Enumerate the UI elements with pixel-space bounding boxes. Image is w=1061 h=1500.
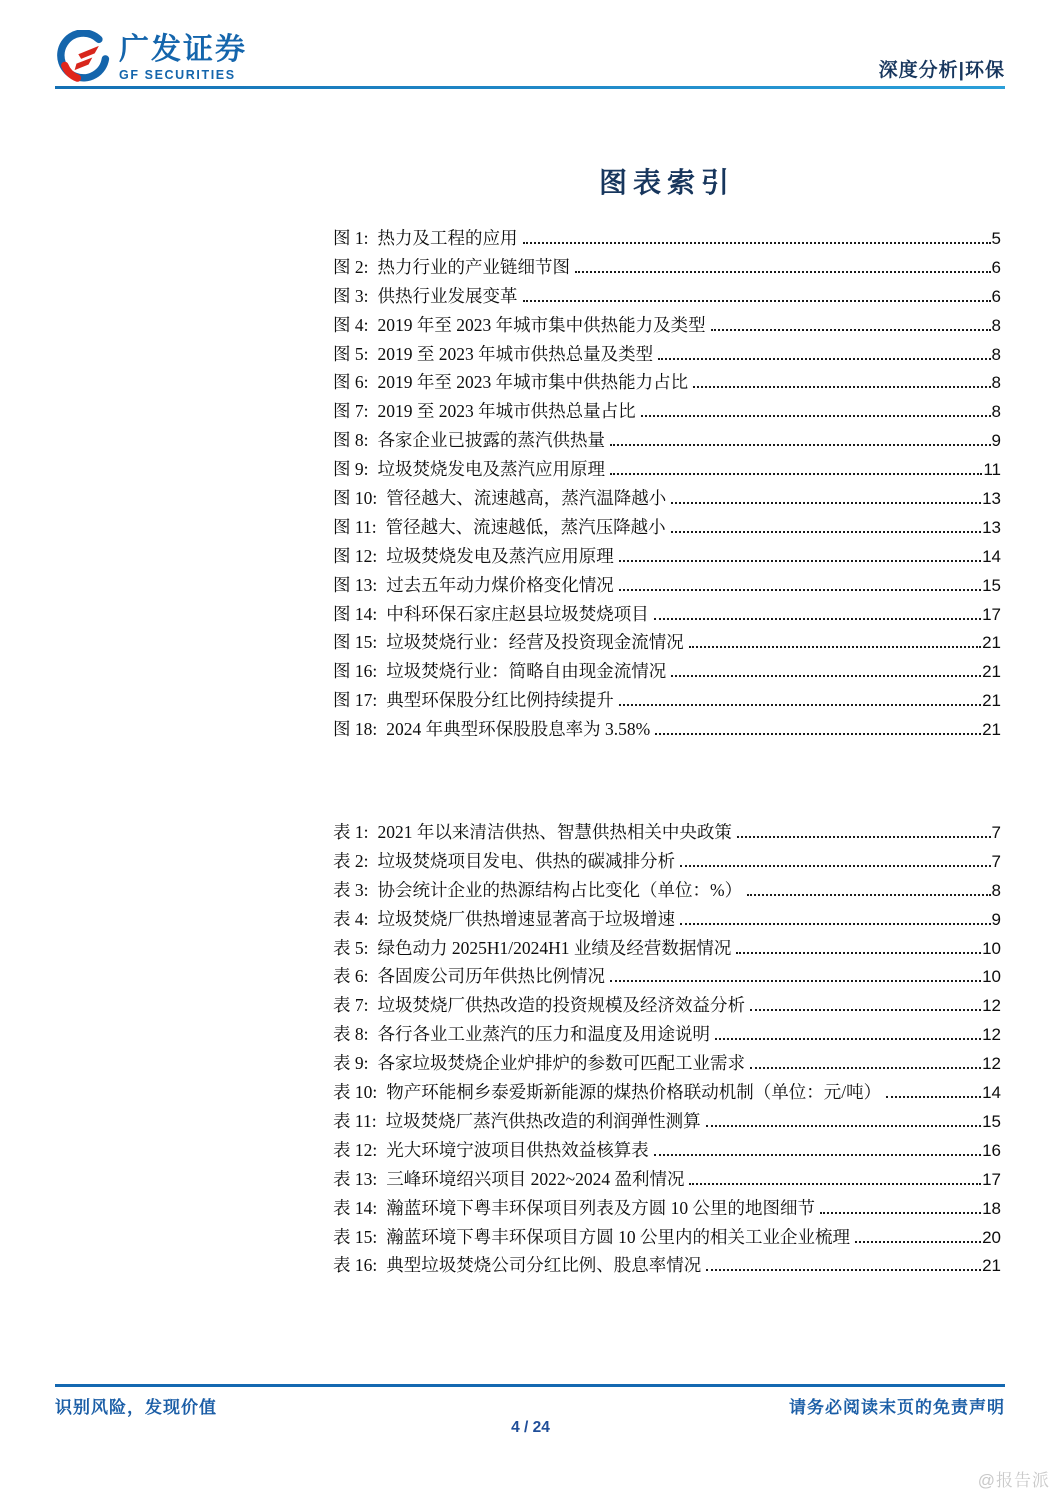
- toc-dot-leader: [886, 1096, 981, 1098]
- toc-entry-title: 各家企业已披露的蒸汽供热量: [377, 430, 605, 451]
- toc-entry-page: 21: [982, 633, 1001, 653]
- toc-entry-page: 12: [982, 1054, 1001, 1074]
- toc-entry-title: 供热行业发展变革: [377, 285, 518, 306]
- toc-entry-number: 图 3:: [333, 285, 369, 306]
- toc-entry-title: 2019 年至 2023 年城市集中供热能力及类型: [377, 314, 706, 335]
- header-divider: |: [958, 60, 965, 81]
- toc-entry-number: 图 7:: [333, 401, 369, 422]
- toc-row: [333, 1108, 1001, 1137]
- toc-entry-page: 8: [991, 402, 1001, 422]
- sector-label: 环保: [964, 60, 1005, 81]
- toc-entry-page: 16: [982, 1140, 1001, 1160]
- toc-entry-number: 图 12:: [333, 545, 378, 566]
- toc-entry-number: 图 18:: [333, 719, 378, 740]
- toc-entry-page: 9: [991, 431, 1001, 451]
- toc-entry-title: 垃圾焚烧发电及蒸汽应用原理: [377, 459, 605, 480]
- report-type-sector: [879, 55, 1005, 82]
- toc-entry-number: 表 16:: [333, 1255, 378, 1276]
- toc-dot-leader: [610, 444, 991, 446]
- toc-entry-page: 6: [991, 257, 1001, 277]
- toc-row: [333, 456, 1001, 485]
- toc-entry-title: 瀚蓝环境下粤丰环保项目方圆 10 公里内的相关工业企业梳理: [386, 1226, 850, 1247]
- toc-entry-page: 20: [982, 1227, 1001, 1247]
- toc-entry-number: 表 15:: [333, 1226, 378, 1247]
- toc-dot-leader: [736, 952, 981, 954]
- toc-entry-page: 14: [982, 546, 1001, 566]
- toc-entry-number: 表 1:: [333, 822, 369, 843]
- toc-entry-number: 表 10:: [333, 1082, 378, 1103]
- toc-entry-page: 8: [991, 344, 1001, 364]
- toc-dot-leader: [523, 300, 991, 302]
- toc-entry-number: 图 1:: [333, 228, 369, 248]
- toc-dot-leader: [658, 358, 990, 360]
- toc-entry-page: 17: [982, 604, 1001, 624]
- watermark: @报告派: [977, 1471, 1050, 1490]
- toc-entry-number: 图 13:: [333, 574, 378, 595]
- logo-chinese-name: 广发证券: [119, 32, 247, 66]
- toc-row: [333, 1137, 1001, 1166]
- toc-entry-title: 光大环境宁波项目供热效益核算表: [386, 1139, 649, 1160]
- toc-row: [333, 601, 1001, 630]
- page-number: 4 / 24: [511, 1419, 550, 1436]
- toc-entry-page: 21: [982, 662, 1001, 682]
- toc-entry-number: 表 5:: [333, 937, 369, 958]
- toc-row: [333, 848, 1001, 877]
- toc-entry-title: 垃圾焚烧厂供热增速显著高于垃圾增速: [377, 908, 675, 929]
- toc-row: [333, 341, 1001, 370]
- toc-dot-leader: [671, 531, 981, 533]
- toc-entry-title: 各行各业工业蒸汽的压力和温度及用途说明: [377, 1024, 710, 1045]
- toc-dot-leader: [655, 733, 981, 735]
- toc-entry-title: 垃圾焚烧发电及蒸汽应用原理: [386, 545, 614, 566]
- toc-row: [333, 514, 1001, 543]
- toc-dot-leader: [711, 329, 991, 331]
- toc-row: [333, 1252, 1001, 1281]
- toc-row: [333, 906, 1001, 935]
- toc-row: [333, 1195, 1001, 1224]
- toc-entry-number: 图 14:: [333, 603, 378, 624]
- chart-index-section: [333, 163, 1001, 1281]
- toc-entry-number: 表 3:: [333, 879, 369, 900]
- toc-dot-leader: [680, 865, 991, 867]
- toc-dot-leader: [706, 1125, 981, 1127]
- toc-entry-number: 图 9:: [333, 459, 369, 480]
- toc-row: [333, 398, 1001, 427]
- toc-row: [333, 427, 1001, 456]
- toc-row: [333, 1166, 1001, 1195]
- toc-entry-title: 三峰环境绍兴项目 2022~2024 盈利情况: [386, 1168, 685, 1189]
- toc-dot-leader: [641, 415, 991, 417]
- toc-row: [333, 658, 1001, 687]
- toc-row: [333, 543, 1001, 572]
- page-header: [55, 28, 1005, 86]
- toc-dot-leader: [680, 923, 991, 925]
- toc-entry-number: 图 2:: [333, 256, 369, 277]
- toc-entry-page: 13: [982, 489, 1001, 509]
- toc-entry-title: 垃圾焚烧项目发电、供热的碳减排分析: [377, 850, 675, 871]
- table-index-list: [333, 819, 1001, 1281]
- toc-entry-page: 17: [982, 1169, 1001, 1189]
- toc-entry-title: 物产环能桐乡泰爱斯新能源的煤热价格联动机制（单位：元/吨）: [386, 1082, 882, 1103]
- toc-entry-number: 图 6:: [333, 372, 369, 393]
- toc-row: [333, 572, 1001, 601]
- toc-entry-title: 瀚蓝环境下粤丰环保项目列表及方圆 10 公里的地图细节: [386, 1197, 815, 1218]
- toc-entry-title: 典型环保股分红比例持续提升: [386, 690, 614, 711]
- toc-entry-number: 图 5:: [333, 343, 369, 364]
- toc-entry-title: 各固废公司历年供热比例情况: [377, 966, 605, 987]
- footer-divider-rule: [55, 1384, 1005, 1387]
- toc-entry-title: 热力行业的产业链细节图: [377, 256, 570, 277]
- toc-entry-page: 11: [983, 460, 1001, 480]
- toc-entry-title: 各家垃圾焚烧企业炉排炉的参数可匹配工业需求: [377, 1053, 745, 1074]
- toc-row: [333, 225, 1001, 254]
- toc-dot-leader: [671, 675, 981, 677]
- toc-row: [333, 369, 1001, 398]
- toc-dot-leader: [619, 704, 981, 706]
- toc-entry-page: 8: [991, 373, 1001, 393]
- toc-entry-page: 21: [982, 1256, 1001, 1276]
- toc-entry-page: 12: [982, 1025, 1001, 1045]
- toc-entry-title: 垃圾焚烧厂供热改造的投资规模及经济效益分析: [377, 995, 745, 1016]
- toc-row: [333, 629, 1001, 658]
- toc-dot-leader: [693, 386, 990, 388]
- toc-row: [333, 1079, 1001, 1108]
- toc-entry-number: 表 9:: [333, 1053, 369, 1074]
- toc-entry-title: 2019 年至 2023 年城市集中供热能力占比: [377, 372, 689, 393]
- toc-dot-leader: [610, 473, 982, 475]
- toc-dot-leader: [750, 1009, 981, 1011]
- toc-entry-title: 2021 年以来清洁供热、智慧供热相关中央政策: [377, 822, 732, 843]
- toc-entry-number: 图 17:: [333, 690, 378, 711]
- toc-row: [333, 819, 1001, 848]
- toc-entry-title: 2024 年典型环保股股息率为 3.58%: [386, 719, 651, 740]
- toc-dot-leader: [689, 646, 981, 648]
- toc-row: [333, 687, 1001, 716]
- figure-index-list: [333, 225, 1001, 745]
- toc-dot-leader: [523, 242, 991, 244]
- toc-entry-title: 典型垃圾焚烧公司分红比例、股息率情况: [386, 1255, 702, 1276]
- toc-entry-number: 图 15:: [333, 632, 378, 653]
- toc-dot-leader: [654, 1154, 981, 1156]
- toc-dot-leader: [619, 560, 981, 562]
- gf-securities-logo: [55, 30, 247, 86]
- toc-entry-page: 7: [991, 823, 1001, 843]
- toc-dot-leader: [575, 271, 991, 273]
- toc-entry-number: 表 13:: [333, 1168, 378, 1189]
- report-type-label: 深度分析: [878, 60, 959, 81]
- toc-entry-number: 图 4:: [333, 314, 369, 335]
- toc-dot-leader: [671, 502, 981, 504]
- toc-entry-title: 垃圾焚烧厂蒸汽供热改造的利润弹性测算: [385, 1110, 701, 1131]
- footer-disclaimer-note: 请务必阅读末页的免责声明: [789, 1398, 1005, 1417]
- toc-entry-page: 13: [982, 517, 1001, 537]
- toc-dot-leader: [654, 618, 981, 620]
- toc-entry-page: 8: [991, 315, 1001, 335]
- toc-entry-number: 表 6:: [333, 966, 369, 987]
- toc-entry-page: 10: [982, 967, 1001, 987]
- toc-row: [333, 992, 1001, 1021]
- toc-entry-title: 协会统计企业的热源结构占比变化（单位：%）: [377, 879, 743, 900]
- toc-row: [333, 1021, 1001, 1050]
- toc-entry-title: 管径越大、流速越高，蒸汽温降越小: [386, 488, 667, 509]
- toc-dot-leader: [747, 894, 990, 896]
- toc-entry-page: 21: [982, 691, 1001, 711]
- toc-entry-page: 12: [982, 996, 1001, 1016]
- toc-entry-number: 表 8:: [333, 1024, 369, 1045]
- toc-entry-number: 表 11:: [333, 1110, 377, 1131]
- toc-entry-title: 垃圾焚烧行业：经营及投资现金流情况: [386, 632, 684, 653]
- toc-row: [333, 254, 1001, 283]
- toc-entry-page: 8: [991, 880, 1001, 900]
- toc-row: [333, 935, 1001, 964]
- toc-entry-number: 图 10:: [333, 488, 378, 509]
- toc-dot-leader: [750, 1067, 981, 1069]
- toc-entry-title: 中科环保石家庄赵县垃圾焚烧项目: [386, 603, 649, 624]
- toc-entry-page: 15: [982, 1111, 1001, 1131]
- toc-entry-title: 过去五年动力煤价格变化情况: [386, 574, 614, 595]
- toc-entry-page: 14: [982, 1083, 1001, 1103]
- toc-entry-page: 6: [991, 286, 1001, 306]
- toc-entry-page: 7: [991, 851, 1001, 871]
- toc-dot-leader: [715, 1038, 981, 1040]
- toc-row: [333, 312, 1001, 341]
- toc-entry-number: 表 12:: [333, 1139, 378, 1160]
- toc-dot-leader: [820, 1212, 981, 1214]
- toc-row: [333, 716, 1001, 745]
- footer-slogan: 识别风险，发现价值: [55, 1398, 217, 1417]
- toc-entry-number: 表 2:: [333, 850, 369, 871]
- toc-entry-number: 表 7:: [333, 995, 369, 1016]
- toc-entry-page: 9: [991, 909, 1001, 929]
- toc-row: [333, 485, 1001, 514]
- gf-logo-icon: [55, 30, 111, 86]
- toc-dot-leader: [855, 1241, 981, 1243]
- chart-index-title: 图表索引: [598, 168, 735, 199]
- toc-dot-leader: [610, 980, 981, 982]
- toc-entry-page: 21: [982, 720, 1001, 740]
- toc-dot-leader: [619, 589, 981, 591]
- toc-entry-title: 管径越大、流速越低，蒸汽压降越小: [385, 516, 666, 537]
- toc-entry-page: 15: [982, 575, 1001, 595]
- toc-dot-leader: [706, 1269, 981, 1271]
- toc-entry-number: 图 16:: [333, 661, 378, 682]
- toc-entry-number: 图 8:: [333, 430, 369, 451]
- header-divider-rule: [55, 86, 1005, 89]
- toc-row: [333, 963, 1001, 992]
- toc-dot-leader: [737, 836, 991, 838]
- toc-entry-page: 10: [982, 938, 1001, 958]
- toc-entry-number: 图 11:: [333, 516, 377, 537]
- toc-entry-title: 热力及工程的应用: [377, 228, 518, 248]
- toc-row: [333, 877, 1001, 906]
- toc-entry-number: 表 4:: [333, 908, 369, 929]
- toc-entry-number: 表 14:: [333, 1197, 378, 1218]
- toc-entry-title: 垃圾焚烧行业：简略自由现金流情况: [386, 661, 667, 682]
- toc-row: [333, 1224, 1001, 1253]
- toc-row: [333, 283, 1001, 312]
- logo-english-name: GF SECURITIES: [119, 67, 236, 82]
- toc-row: [333, 1050, 1001, 1079]
- toc-entry-page: 5: [991, 229, 1001, 248]
- toc-dot-leader: [689, 1183, 981, 1185]
- toc-entry-title: 2019 至 2023 年城市供热总量及类型: [377, 343, 654, 364]
- toc-entry-title: 绿色动力 2025H1/2024H1 业绩及经营数据情况: [377, 937, 732, 958]
- toc-entry-title: 2019 至 2023 年城市供热总量占比: [377, 401, 636, 422]
- toc-entry-page: 18: [982, 1198, 1001, 1218]
